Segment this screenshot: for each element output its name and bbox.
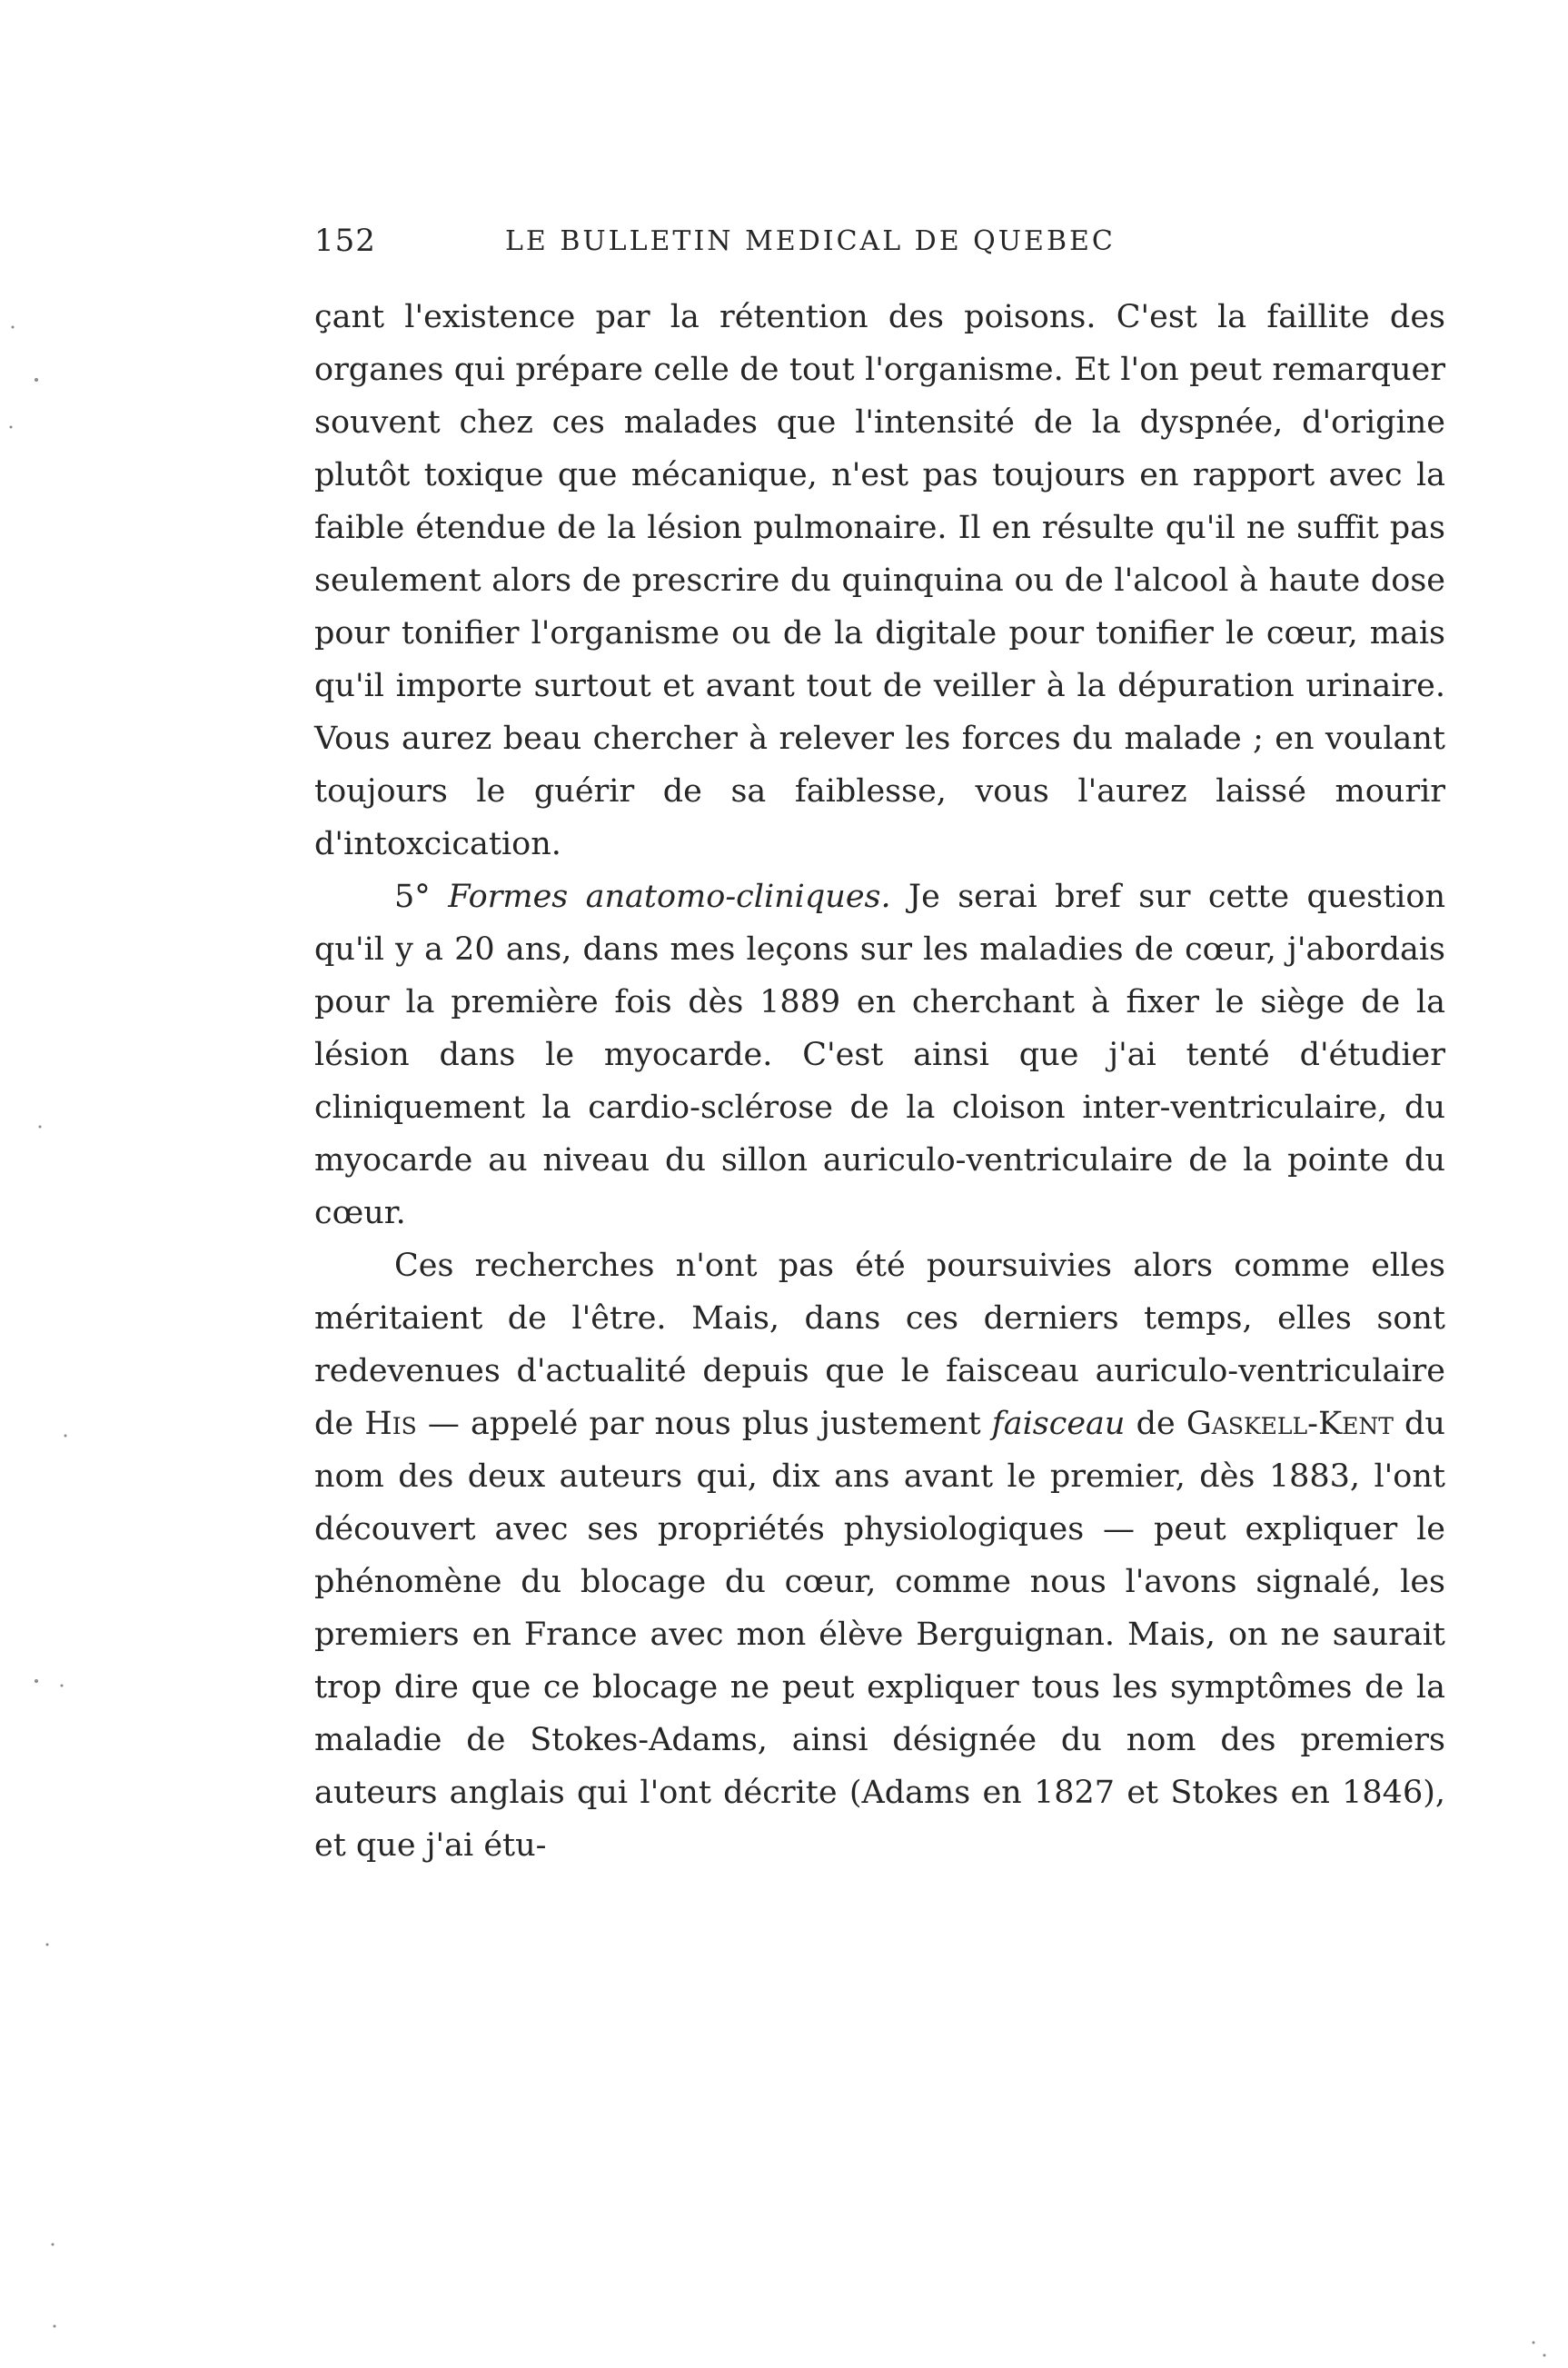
body-text [314, 291, 1445, 1872]
paragraph-3-text-c: de [1136, 1406, 1176, 1442]
scan-speck [35, 378, 38, 382]
section-number: 5° [394, 879, 431, 915]
page-header [314, 223, 1223, 268]
page-number: 152 [314, 223, 376, 259]
paragraph-recherches [314, 1239, 1445, 1872]
author-name-his: His [364, 1406, 417, 1442]
italic-term-faisceau: faisceau [991, 1406, 1126, 1442]
paragraph-formes-anatomo-cliniques [314, 871, 1445, 1239]
paragraph-3-text-d: du nom des deux auteurs qui, dix ans avant le premier, dès 1883, l'ont découvert avec ses propriétés physiologiques — peut expliquer le phénomène du blocage du cœur, comme nous l'avons signalé, les premiers en France avec mon élève Berguignan. Mais, on ne saurait trop dire que ce blocage ne peut expliquer tous les symptômes de la maladie de Stokes-Adams, ainsi désignée du nom des premiers auteurs anglais qui l'ont décrite (Adams en 1827 et Stokes en 1846), et que j'ai étu- [314, 1406, 1445, 1864]
scan-speck [1543, 2354, 1546, 2357]
scan-speck [52, 2244, 55, 2246]
running-title: LE BULLETIN MEDICAL DE QUEBEC [505, 225, 1116, 257]
scan-speck [46, 1944, 49, 1946]
author-name-gaskell-kent: Gaskell-Kent [1186, 1406, 1394, 1442]
paragraph-3-text-a: Ces recherches n'ont pas été poursuivies alors comme elles méritaient de l'être. Mais, dans ces derniers temps, elles sont redevenues d'actualité depuis que le faisceau auriculo-ventriculaire de [314, 1248, 1445, 1442]
paragraph-continuation [314, 291, 1445, 871]
paragraph-2-text: Je serai bref sur cette question qu'il y a 20 ans, dans mes leçons sur les maladies de cœur, j'abordais pour la première fois dès 1889 en cherchant à fixer le siège de la lésion dans le myocarde. C'est ainsi que j'ai tenté d'étudier cliniquement la cardio-sclérose de la cloison inter-ventriculaire, du myocarde au niveau du sillon auriculo-ventriculaire de la pointe du cœur. [314, 879, 1445, 1231]
scan-speck [35, 1679, 38, 1683]
paragraph-3-text-b: — appelé par nous plus justement [427, 1406, 981, 1442]
scan-speck [65, 1435, 67, 1438]
scan-speck [10, 426, 13, 429]
scan-speck [61, 1685, 64, 1687]
scan-speck [39, 1126, 42, 1129]
scan-speck [1533, 2342, 1535, 2344]
scan-speck [54, 2325, 56, 2328]
section-heading: Formes anatomo-cliniques. [448, 879, 891, 915]
paragraph-1-text: çant l'existence par la rétention des poisons. C'est la faillite des organes qui prépare celle de tout l'organisme. Et l'on peut remarquer souvent chez ces malades que l'intensité de la dyspnée, d'origine plutôt toxique que mécanique, n'est pas toujours en rapport avec la faible étendue de la lésion pulmonaire. Il en résulte qu'il ne suffit pas seulement alors de prescrire du quinquina ou de l'alcool à haute dose pour tonifier l'organisme ou de la digitale pour tonifier le cœur, mais qu'il importe surtout et avant tout de veiller à la dépuration urinaire. Vous aurez beau chercher à relever les forces du malade ; en voulant toujours le guérir de sa faiblesse, vous l'aurez laissé mourir d'intoxcication. [314, 299, 1445, 862]
scan-speck [12, 326, 15, 329]
